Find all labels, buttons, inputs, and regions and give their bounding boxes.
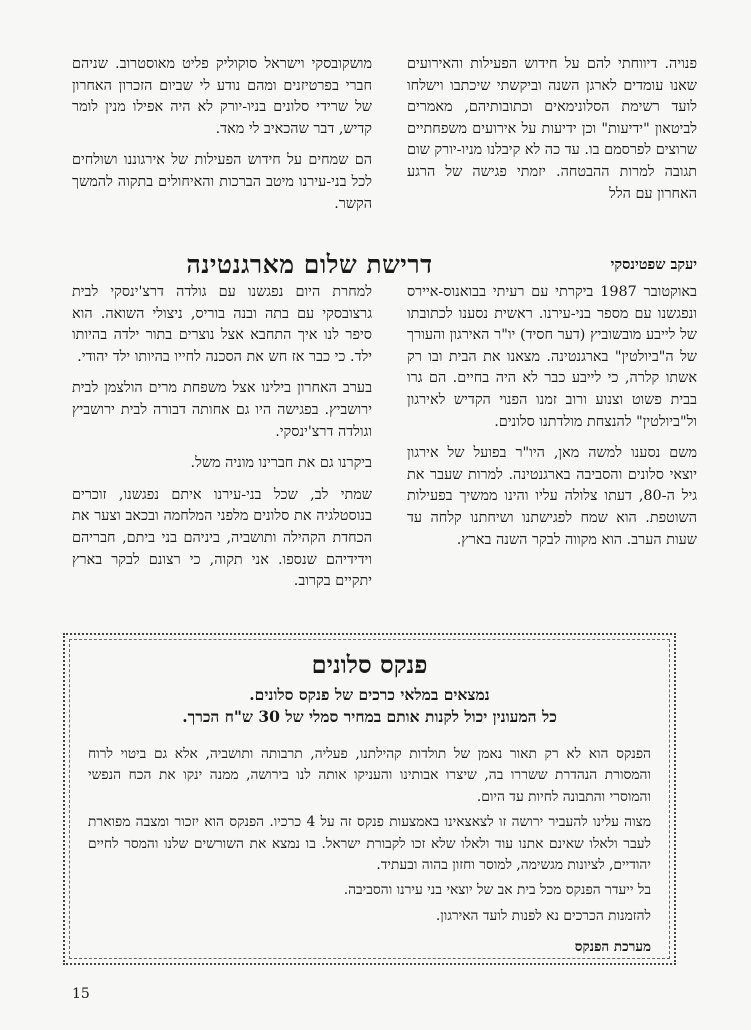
paragraph: משם נסענו למשה מאן, היו"ר בפועל של אירגון יוצאי סלונים והסביבה בארגנטינה. למרות שעבר את גיל ה-80, דעתו צלולה עליו והינו ממשיך בפעילות השוטפת. הוא שמח לפגישתנו ושיחתנו קלחה עד שעות הערב. הוא מקווה לבקר השנה בארץ.	[407, 445, 697, 548]
paragraph: בערב האחרון בילינו אצל משפחת מרים הולצמן לבית ירושביץ. בפגישה היו גם אחותה דבורה לבית ירושביץ וגולדה דרצ'ינסקי.	[72, 380, 372, 440]
box-subtitle: כל המעונין יכול לקנות אותם במחיר סמלי של 30 ש"ח הכרך.	[182, 707, 557, 726]
paragraph: ביקרנו גם את חברינו מוניה משל.	[190, 455, 372, 472]
article-header	[72, 250, 697, 282]
page-number: 15	[72, 986, 90, 1002]
paragraph: הם שמחים על חידוש הפעילות של אירגוננו ושולחים לכל בני-עירנו מיטב הברכות והאיחולים בתקוה להמשך הקשר.	[72, 152, 372, 212]
pinkas-announcement-inner	[69, 639, 670, 959]
paragraph: מצוה עלינו להעביר ירושה זו לצאצאינו באמצעות פנקס זה על 4 כרכיו. הפנקס הוא יזכור ומצבה מפוארת לעבר ולאלו שאינם אתנו עוד ולאלו שלא זכו לקבורת ישראל. בו נמצא את השורשים שלנו והמסר לחיים יהודיים, לציונות מגשימה, למוסר וחזון בהוה ובעתיד.	[88, 814, 652, 874]
column-top-left	[72, 54, 372, 215]
paragraph: מושקובסקי וישראל סוקוליק פליט מאוסטרוב. שניהם חברי בפרטיזנים ומהם נודע לי שביום הזכרון האחרון של שרידי סלונים בניו-יורק לא היה אפילו מנין לומר קדיש, דבר שהכאיב לי מאד.	[72, 56, 372, 137]
paragraph: הפנקס הוא לא רק תאור נאמן של תולדות קהילתנו, פעליה, תרבותה ותושביה, אלא גם ביטוי לרוח והמסורת הנהדרת ששררו בה, שיצרו אבותינו והעניקו אותה לנו בירושה, ממנה ינקו את הכח הנפשי והמוסרי והתבונה לחיות עד היום.	[88, 746, 651, 805]
paragraph: שמתי לב, שכל בני-עירנו איתם נפגשנו, זוכרים בנוסטלגיה את סלונים מלפני המלחמה ובכאב וצער את הכחדת הקהילה ותושביה, ביניהם בני ביתם, חבריהם וידידיהם שנספו. אני תקוה, כי רצונם לבקר בארץ יתקיים בקרוב.	[72, 486, 372, 590]
article-author: יעקב שפטינסקי	[610, 256, 697, 273]
paragraph: פנויה. דיווחתי להם על חידוש הפעילות והאירועים שאנו עומדים לארגן השנה וביקשתי שיכתבו וישלחו לועד רשימת הסלונימאים וכתובותיהם, מאמרים לביטאון "ידיעות" וכן ידיעות על אירועים משפחתיים שרוצים לפרסמם בו. עד כה לא קיבלנו מניו-יורק שום תגובה למרות ההבטחה. יזמתי פגישה של הרגע האחרון עם הלל	[407, 56, 697, 202]
article-title: דרישת שלום מארגנטינה	[186, 250, 433, 279]
article-column-right	[407, 282, 697, 551]
paragraph: למחרת היום נפגשנו עם גולדה דרצ'ינסקי לבית גרצובסקי עם בתה ובנה בוריס, ניצולי השואה. הוא סיפר לנו איך התחבא אצל נוצרים בתור ילדה בהיותו ילד. כי כבר אז חש את הסכנה לחייו בהיותו ילד יהודי.	[72, 284, 372, 365]
box-title: פנקס סלונים	[311, 650, 428, 679]
paragraph: באוקטובר 1987 ביקרתי עם רעיתי בבואנוס-איירס ונפגשנו עם מספר בני-עירנו. ראשית נסענו לכתובתו של לייבע מובשוביץ (דער חסיד) יו"ר האירגון והעורך של ה"ביולטין" בארגנטינה. מצאנו את הבית ובו רק אשתו קלרה, כי לייבע כבר לא היה בחיים. הם גרו בבית פשוט וצנוע ורוב זמנו הפנוי הקדיש לאירגון ול"ביולטין" להנצחת מולדתנו סלונים.	[407, 284, 697, 430]
column-top-right	[407, 54, 697, 205]
box-signature: מערכת הפנקס	[574, 939, 651, 956]
paragraph: בל ייעדר הפנקס מכל בית אב של יוצאי בני עירנו והסביבה.	[343, 882, 651, 899]
pinkas-announcement-box	[63, 633, 676, 965]
box-subtitle: נמצאים במלאי כרכים של פנקס סלונים.	[249, 685, 490, 704]
paragraph: להזמנות הכרכים נא לפנות לועד האירגון.	[435, 907, 651, 924]
box-body	[88, 744, 651, 959]
article-column-left	[72, 282, 372, 593]
